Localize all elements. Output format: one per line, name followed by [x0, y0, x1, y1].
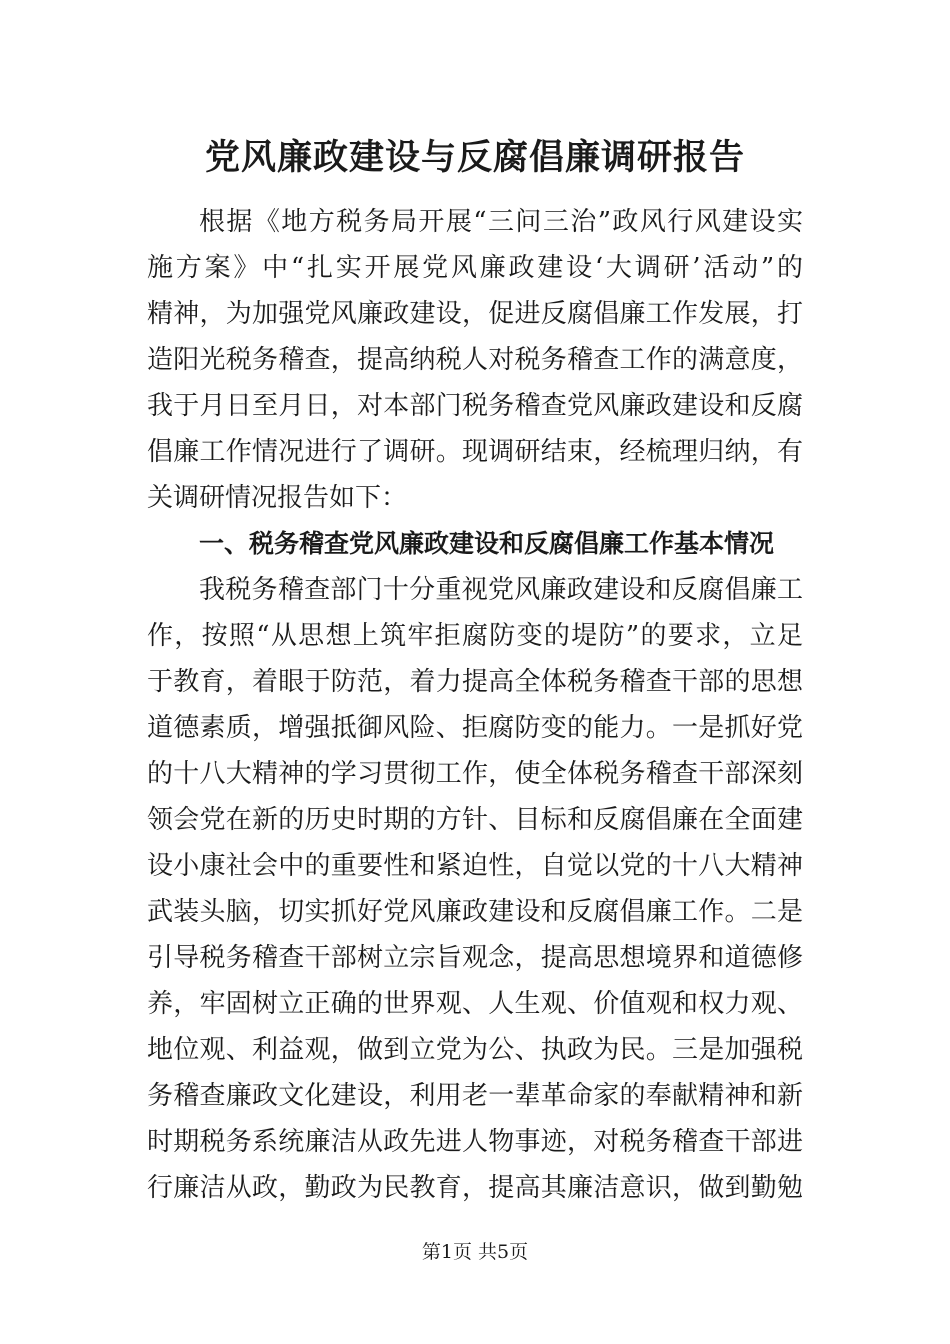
paragraph-line: 武装头脑，切实抓好党风廉政建设和反腐倡廉工作。二是 — [147, 897, 803, 927]
paragraph-line: 造阳光税务稽查，提高纳税人对税务稽查工作的满意度， — [147, 345, 803, 375]
paragraph-line: 时期税务系统廉洁从政先进人物事迹，对税务稽查干部进 — [147, 1127, 803, 1157]
paragraph-line: 地位观、利益观，做到立党为公、执政为民。三是加强税 — [147, 1035, 803, 1065]
paragraph-line: 的十八大精神的学习贯彻工作，使全体税务稽查干部深刻 — [147, 759, 803, 789]
paragraph-line: 设小康社会中的重要性和紧迫性，自觉以党的十八大精神 — [147, 851, 803, 881]
paragraph-line: 领会党在新的历史时期的方针、目标和反腐倡廉在全面建 — [147, 805, 803, 835]
paragraph-line: 根据《地方税务局开展“三问三治”政风行风建设实 — [199, 207, 803, 237]
paragraph-line: 于教育，着眼于防范，着力提高全体税务稽查干部的思想 — [147, 667, 803, 697]
paragraph-line: 道德素质，增强抵御风险、拒腐防变的能力。一是抓好党 — [147, 713, 803, 743]
paragraph-line: 引导税务稽查干部树立宗旨观念，提高思想境界和道德修 — [147, 943, 803, 973]
paragraph-line: 作，按照“从思想上筑牢拒腐防变的堤防”的要求，立足 — [147, 621, 803, 651]
document-title: 党风廉政建设与反腐倡廉调研报告 — [204, 138, 745, 178]
paragraph-line: 施方案》中“扎实开展党风廉政建设‘大调研’活动”的 — [147, 253, 803, 283]
paragraph-line: 精神，为加强党风廉政建设，促进反腐倡廉工作发展，打 — [147, 299, 803, 329]
paragraph-line: 行廉洁从政，勤政为民教育，提高其廉洁意识，做到勤勉 — [147, 1173, 803, 1203]
paragraph-line: 倡廉工作情况进行了调研。现调研结束，经梳理归纳，有 — [147, 437, 803, 467]
paragraph-line: 养，牢固树立正确的世界观、人生观、价值观和权力观、 — [147, 989, 803, 1019]
paragraph-line: 我于月日至月日，对本部门税务稽查党风廉政建设和反腐 — [147, 391, 803, 421]
paragraph-line: 务稽查廉政文化建设，利用老一辈革命家的奉献精神和新 — [147, 1081, 803, 1111]
paragraph-line: 我税务稽查部门十分重视党风廉政建设和反腐倡廉工 — [199, 575, 803, 605]
paragraph-line: 关调研情况报告如下： — [147, 483, 408, 513]
page-number-footer: 第1页 共5页 — [421, 1241, 529, 1263]
section-heading: 一、税务稽查党风廉政建设和反腐倡廉工作基本情况 — [199, 529, 775, 558]
